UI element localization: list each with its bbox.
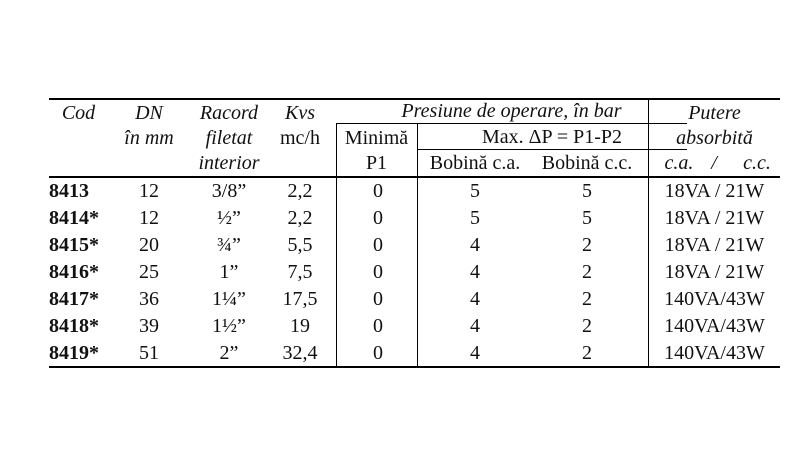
cell-bobina-ca: 5 xyxy=(470,207,480,229)
header-putere-cc: c.c. xyxy=(743,152,771,174)
cell-dn: 20 xyxy=(139,234,159,256)
table-row xyxy=(49,313,780,340)
cell-bobina-cc: 5 xyxy=(582,180,592,202)
header-putere-ca: c.a. xyxy=(664,152,694,174)
cell-bobina-cc: 2 xyxy=(582,288,592,310)
table-row xyxy=(49,286,780,313)
header-bobina-cc: Bobină c.c. xyxy=(541,152,633,174)
cell-bobina-cc: 2 xyxy=(582,342,592,364)
cell-kvs: 19 xyxy=(290,315,310,337)
cell-cod: 8416* xyxy=(49,261,99,283)
cell-bobina-cc: 5 xyxy=(582,207,592,229)
table-row xyxy=(49,232,780,259)
cell-racord: 1½” xyxy=(212,315,246,337)
cell-racord: 2” xyxy=(219,342,239,364)
table-row xyxy=(49,259,780,286)
header-putere-sep: / xyxy=(711,152,717,174)
cell-putere: 18VA / 21W xyxy=(664,180,765,202)
header-putere: Putere xyxy=(688,102,741,124)
max-dp-group-rule xyxy=(417,149,687,150)
cell-dn: 36 xyxy=(139,288,159,310)
header-presiune: Presiune de operare, în bar xyxy=(401,100,622,122)
cell-minima: 0 xyxy=(373,207,383,229)
cell-putere: 140VA/43W xyxy=(664,288,765,310)
cell-cod: 8418* xyxy=(49,315,99,337)
cell-bobina-cc: 2 xyxy=(582,315,592,337)
header-kvs: Kvs xyxy=(285,102,315,124)
cell-cod: 8413 xyxy=(49,180,89,202)
cell-racord: 1¼” xyxy=(212,288,246,310)
table-row xyxy=(49,178,780,205)
cell-kvs: 7,5 xyxy=(287,261,313,283)
header-racord-filetat: filetat xyxy=(205,127,253,149)
cell-cod: 8415* xyxy=(49,234,99,256)
cell-minima: 0 xyxy=(373,261,383,283)
cell-bobina-ca: 4 xyxy=(470,342,480,364)
header-putere-absorbita: absorbită xyxy=(676,127,753,149)
header-bobina-ca: Bobină c.a. xyxy=(429,152,521,174)
header-racord: Racord xyxy=(199,102,259,124)
header-minima: Minimă xyxy=(344,127,409,149)
cell-putere: 18VA / 21W xyxy=(664,207,765,229)
cell-kvs: 5,5 xyxy=(287,234,313,256)
cell-bobina-ca: 4 xyxy=(470,315,480,337)
header-racord-interior: interior xyxy=(198,152,260,174)
header-dn-unit: în mm xyxy=(124,127,174,149)
cell-racord: 1” xyxy=(219,261,239,283)
cell-dn: 12 xyxy=(139,207,159,229)
cell-bobina-cc: 2 xyxy=(582,234,592,256)
cell-minima: 0 xyxy=(373,234,383,256)
cell-minima: 0 xyxy=(373,342,383,364)
pressure-group-rule xyxy=(336,123,687,124)
valve-spec-table xyxy=(49,98,780,373)
cell-putere: 18VA / 21W xyxy=(664,261,765,283)
cell-bobina-ca: 4 xyxy=(470,261,480,283)
cell-dn: 25 xyxy=(139,261,159,283)
cell-kvs: 2,2 xyxy=(287,207,313,229)
cell-dn: 12 xyxy=(139,180,159,202)
header-cod: Cod xyxy=(61,102,96,124)
cell-racord: ½” xyxy=(217,207,241,229)
header-max-dp: Max. ΔP = P1-P2 xyxy=(481,126,623,148)
cell-racord: 3/8” xyxy=(211,180,247,202)
cell-kvs: 32,4 xyxy=(282,342,318,364)
cell-bobina-ca: 4 xyxy=(470,288,480,310)
cell-bobina-cc: 2 xyxy=(582,261,592,283)
header-dn: DN xyxy=(135,102,163,124)
cell-minima: 0 xyxy=(373,180,383,202)
table-row xyxy=(49,340,780,367)
table-row xyxy=(49,205,780,232)
cell-cod: 8419* xyxy=(49,342,99,364)
header-kvs-unit: mc/h xyxy=(280,127,320,149)
cell-cod: 8417* xyxy=(49,288,99,310)
cell-dn: 39 xyxy=(139,315,159,337)
cell-bobina-ca: 4 xyxy=(470,234,480,256)
cell-kvs: 2,2 xyxy=(287,180,313,202)
cell-putere: 140VA/43W xyxy=(664,342,765,364)
cell-racord: ¾” xyxy=(217,234,241,256)
cell-bobina-ca: 5 xyxy=(470,180,480,202)
cell-dn: 51 xyxy=(139,342,159,364)
cell-putere: 18VA / 21W xyxy=(664,234,765,256)
cell-minima: 0 xyxy=(373,315,383,337)
cell-putere: 140VA/43W xyxy=(664,315,765,337)
cell-minima: 0 xyxy=(373,288,383,310)
header-minima-p1: P1 xyxy=(365,152,388,174)
cell-cod: 8414* xyxy=(49,207,99,229)
cell-kvs: 17,5 xyxy=(282,288,318,310)
